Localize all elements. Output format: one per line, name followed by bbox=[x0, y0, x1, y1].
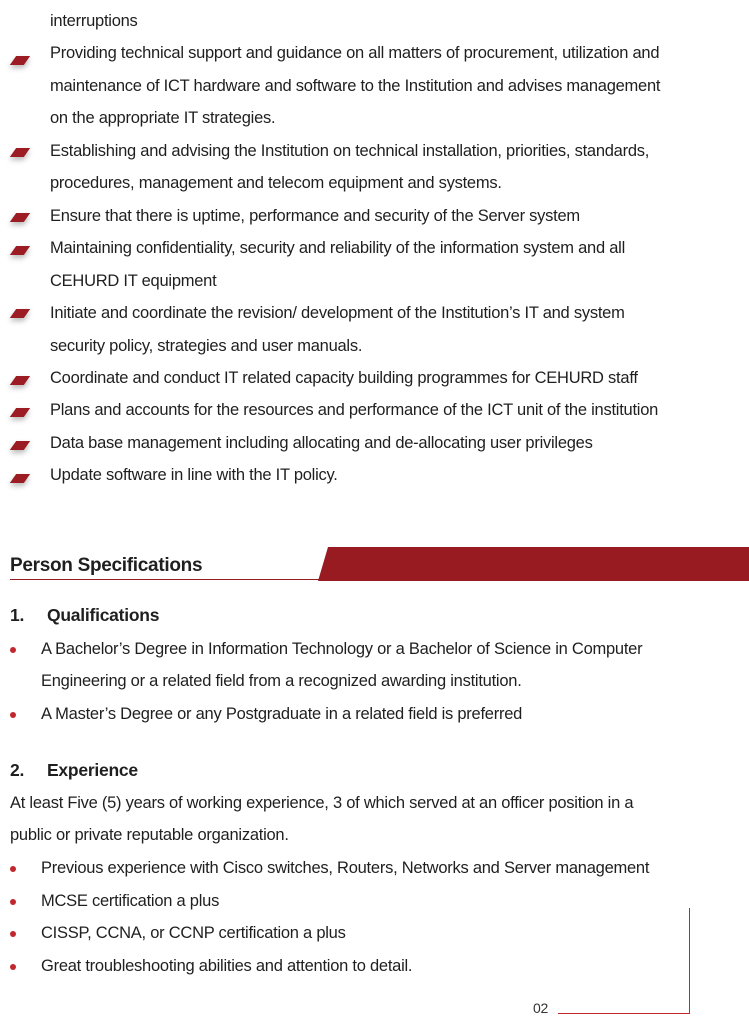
experience-intro: At least Five (5) years of working experience, 3 of which served at an officer position in a bbox=[10, 794, 634, 812]
bullet-dot-icon bbox=[10, 712, 16, 718]
duty-bullet-icon bbox=[10, 246, 30, 255]
duty-text: Ensure that there is uptime, performance and security of the Server system bbox=[50, 207, 580, 225]
bullet-dot-icon bbox=[10, 647, 16, 653]
section-underline bbox=[10, 579, 322, 580]
duty-text: on the appropriate IT strategies. bbox=[50, 109, 276, 127]
bullet-dot-icon bbox=[10, 866, 16, 872]
duty-text: security policy, strategies and user manuals. bbox=[50, 337, 363, 355]
qualification-text: A Bachelor’s Degree in Information Technology or a Bachelor of Science in Computer bbox=[41, 640, 643, 658]
duty-bullet-icon bbox=[10, 376, 30, 385]
duty-bullet-icon bbox=[10, 474, 30, 483]
experience-text: CISSP, CCNA, or CCNP certification a plus bbox=[41, 924, 346, 942]
footer-frame-horizontal bbox=[558, 1013, 690, 1014]
qualification-text: Engineering or a related field from a recognized awarding institution. bbox=[41, 672, 522, 690]
duty-text: maintenance of ICT hardware and software to the Institution and advises management bbox=[50, 77, 661, 95]
duty-text: Update software in line with the IT policy. bbox=[50, 466, 338, 484]
qualifications-heading bbox=[10, 604, 159, 626]
experience-heading bbox=[10, 759, 138, 781]
duty-text: Initiate and coordinate the revision/ development of the Institution’s IT and system bbox=[50, 304, 625, 322]
duty-text: Maintaining confidentiality, security and reliability of the information system and all bbox=[50, 239, 625, 257]
duty-bullet-icon bbox=[10, 148, 30, 157]
experience-text: Previous experience with Cisco switches, Routers, Networks and Server management bbox=[41, 859, 650, 877]
duty-text: procedures, management and telecom equipment and systems. bbox=[50, 174, 502, 192]
duty-continuation: interruptions bbox=[50, 12, 138, 30]
page-number: 02 bbox=[533, 1000, 549, 1016]
bullet-dot-icon bbox=[10, 931, 16, 937]
duty-bullet-icon bbox=[10, 441, 30, 450]
experience-intro: public or private reputable organization. bbox=[10, 826, 289, 844]
duty-text: Establishing and advising the Institution on technical installation, priorities, standards, bbox=[50, 142, 650, 160]
duty-text: Data base management including allocating and de-allocating user privileges bbox=[50, 434, 593, 452]
duty-text: Plans and accounts for the resources and performance of the ICT unit of the institution bbox=[50, 401, 659, 419]
experience-title: Experience bbox=[47, 760, 138, 780]
experience-text: Great troubleshooting abilities and attention to detail. bbox=[41, 957, 413, 975]
duty-bullet-icon bbox=[10, 408, 30, 417]
experience-text: MCSE certification a plus bbox=[41, 892, 220, 910]
duty-bullet-icon bbox=[10, 213, 30, 222]
qualification-text: A Master’s Degree or any Postgraduate in a related field is preferred bbox=[41, 705, 523, 723]
section-title: Person Specifications bbox=[10, 555, 203, 576]
experience-number: 2. bbox=[10, 760, 25, 780]
bullet-dot-icon bbox=[10, 964, 16, 970]
section-banner bbox=[318, 547, 749, 581]
duty-text: CEHURD IT equipment bbox=[50, 272, 217, 290]
duty-bullet-icon bbox=[10, 309, 30, 318]
qualifications-title: Qualifications bbox=[47, 605, 160, 625]
footer-frame-vertical bbox=[689, 908, 690, 1014]
bullet-dot-icon bbox=[10, 899, 16, 905]
qualifications-number: 1. bbox=[10, 605, 25, 625]
duty-text: Coordinate and conduct IT related capacity building programmes for CEHURD staff bbox=[50, 369, 638, 387]
duty-text: Providing technical support and guidance on all matters of procurement, utilization and bbox=[50, 44, 660, 62]
duty-bullet-icon bbox=[10, 56, 30, 65]
